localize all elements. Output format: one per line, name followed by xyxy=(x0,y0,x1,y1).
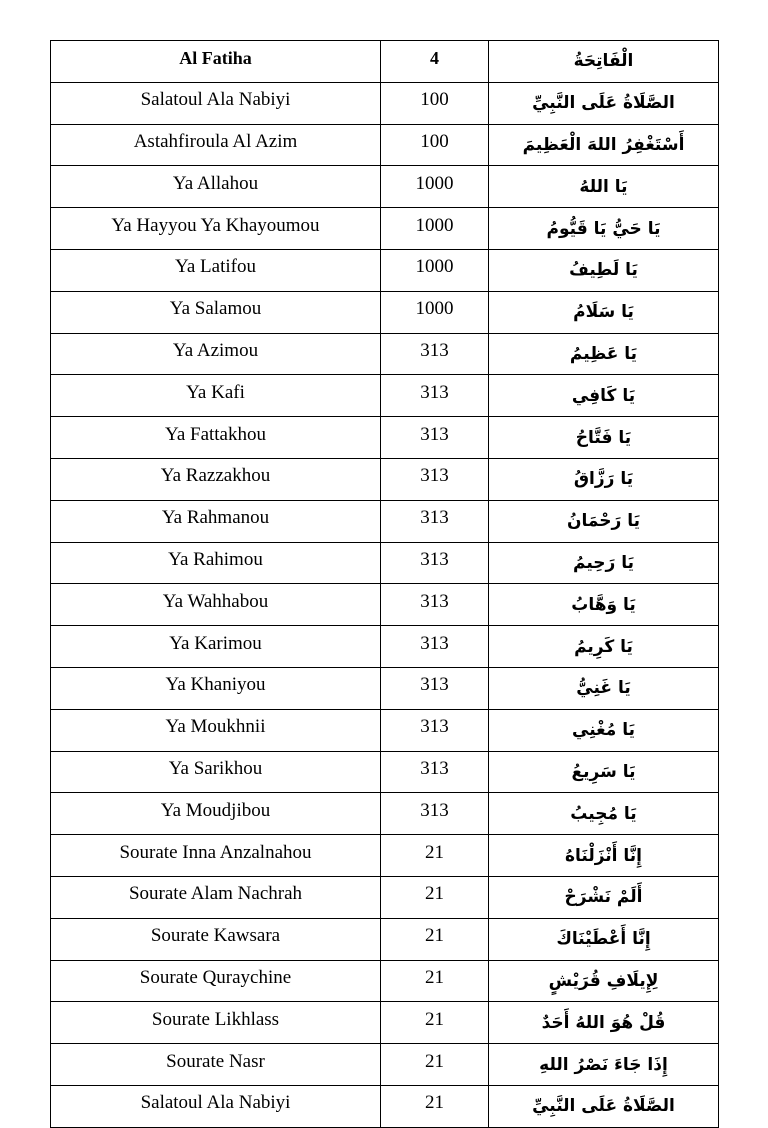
table-row xyxy=(51,667,719,709)
table-row xyxy=(51,208,719,250)
table-row xyxy=(51,166,719,208)
name-cell: Ya Azimou xyxy=(51,333,381,375)
name-cell: Ya Rahmanou xyxy=(51,500,381,542)
table-row xyxy=(51,333,719,375)
count-cell: 21 xyxy=(381,918,489,960)
count-cell: 1000 xyxy=(381,166,489,208)
name-cell: Salatoul Ala Nabiyi xyxy=(51,82,381,124)
arabic-cell: يَا سَلَامُ xyxy=(489,291,719,333)
arabic-cell: يَا كَرِيمُ xyxy=(489,626,719,668)
arabic-cell: أَسْتَغْفِرُ اللهَ الْعَظِيمَ xyxy=(489,124,719,166)
table-row xyxy=(51,793,719,835)
count-cell: 100 xyxy=(381,82,489,124)
count-cell: 313 xyxy=(381,751,489,793)
count-cell: 21 xyxy=(381,835,489,877)
name-cell: Ya Allahou xyxy=(51,166,381,208)
name-cell: Ya Razzakhou xyxy=(51,458,381,500)
arabic-cell: يَا سَرِيعُ xyxy=(489,751,719,793)
name-cell: Astahfiroula Al Azim xyxy=(51,124,381,166)
arabic-cell: يَا لَطِيفُ xyxy=(489,249,719,291)
table-row xyxy=(51,542,719,584)
count-cell: 100 xyxy=(381,124,489,166)
name-cell: Ya Hayyou Ya Khayoumou xyxy=(51,208,381,250)
arabic-cell: إِذَا جَاءَ نَصْرُ اللهِ xyxy=(489,1044,719,1086)
count-cell: 21 xyxy=(381,876,489,918)
name-cell: Ya Sarikhou xyxy=(51,751,381,793)
table-row xyxy=(51,1002,719,1044)
table-row xyxy=(51,1044,719,1086)
arabic-cell: يَا اللهُ xyxy=(489,166,719,208)
name-cell: Ya Karimou xyxy=(51,626,381,668)
name-cell: Ya Wahhabou xyxy=(51,584,381,626)
table-row xyxy=(51,960,719,1002)
count-cell: 21 xyxy=(381,1085,489,1127)
arabic-cell: يَا مُغْنِي xyxy=(489,709,719,751)
table-row xyxy=(51,876,719,918)
table-row xyxy=(51,291,719,333)
arabic-cell: يَا وَهَّابُ xyxy=(489,584,719,626)
count-cell: 21 xyxy=(381,960,489,1002)
name-cell: Ya Khaniyou xyxy=(51,667,381,709)
count-cell: 313 xyxy=(381,333,489,375)
count-cell: 313 xyxy=(381,458,489,500)
arabic-cell: يَا غَنِيُّ xyxy=(489,667,719,709)
name-cell: Ya Rahimou xyxy=(51,542,381,584)
table-row xyxy=(51,584,719,626)
table-row xyxy=(51,918,719,960)
arabic-cell: لِإِيلَافِ قُرَيْشٍ xyxy=(489,960,719,1002)
name-cell: Ya Moukhnii xyxy=(51,709,381,751)
table-row xyxy=(51,458,719,500)
name-cell: Sourate Alam Nachrah xyxy=(51,876,381,918)
arabic-cell: الْفَاتِحَةُ xyxy=(489,41,719,83)
count-cell: 4 xyxy=(381,41,489,83)
arabic-cell: يَا مُجِيبُ xyxy=(489,793,719,835)
count-cell: 313 xyxy=(381,584,489,626)
table-row xyxy=(51,417,719,459)
name-cell: Salatoul Ala Nabiyi xyxy=(51,1085,381,1127)
count-cell: 1000 xyxy=(381,249,489,291)
table-row xyxy=(51,249,719,291)
count-cell: 313 xyxy=(381,375,489,417)
name-cell: Ya Kafi xyxy=(51,375,381,417)
litany-table xyxy=(50,40,719,1128)
table-row xyxy=(51,82,719,124)
arabic-cell: يَا عَظِيمُ xyxy=(489,333,719,375)
count-cell: 21 xyxy=(381,1002,489,1044)
name-cell: Sourate Inna Anzalnahou xyxy=(51,835,381,877)
table-row xyxy=(51,751,719,793)
name-cell: Ya Moudjibou xyxy=(51,793,381,835)
arabic-cell: يَا حَيُّ يَا قَيُّومُ xyxy=(489,208,719,250)
name-cell: Sourate Nasr xyxy=(51,1044,381,1086)
name-cell: Ya Fattakhou xyxy=(51,417,381,459)
table-row xyxy=(51,1085,719,1127)
arabic-cell: أَلَمْ نَشْرَحْ xyxy=(489,876,719,918)
count-cell: 1000 xyxy=(381,208,489,250)
table-row xyxy=(51,626,719,668)
table-row xyxy=(51,41,719,83)
arabic-cell: يَا رَزَّاقُ xyxy=(489,458,719,500)
name-cell: Al Fatiha xyxy=(51,41,381,83)
count-cell: 1000 xyxy=(381,291,489,333)
count-cell: 21 xyxy=(381,1044,489,1086)
count-cell: 313 xyxy=(381,793,489,835)
name-cell: Sourate Likhlass xyxy=(51,1002,381,1044)
count-cell: 313 xyxy=(381,500,489,542)
arabic-cell: يَا كَافِي xyxy=(489,375,719,417)
arabic-cell: الصَّلَاةُ عَلَى النَّبِيِّ xyxy=(489,82,719,124)
name-cell: Ya Salamou xyxy=(51,291,381,333)
count-cell: 313 xyxy=(381,417,489,459)
name-cell: Ya Latifou xyxy=(51,249,381,291)
arabic-cell: يَا رَحْمَانُ xyxy=(489,500,719,542)
name-cell: Sourate Quraychine xyxy=(51,960,381,1002)
count-cell: 313 xyxy=(381,626,489,668)
count-cell: 313 xyxy=(381,667,489,709)
table-row xyxy=(51,124,719,166)
arabic-cell: الصَّلَاةُ عَلَى النَّبِيِّ xyxy=(489,1085,719,1127)
count-cell: 313 xyxy=(381,709,489,751)
document-page xyxy=(50,40,718,1128)
arabic-cell: إِنَّا أَعْطَيْنَاكَ xyxy=(489,918,719,960)
arabic-cell: إِنَّا أَنْزَلْنَاهُ xyxy=(489,835,719,877)
litany-table-body xyxy=(51,41,719,1128)
name-cell: Sourate Kawsara xyxy=(51,918,381,960)
table-row xyxy=(51,709,719,751)
arabic-cell: يَا فَتَّاحُ xyxy=(489,417,719,459)
table-row xyxy=(51,835,719,877)
count-cell: 313 xyxy=(381,542,489,584)
table-row xyxy=(51,375,719,417)
table-row xyxy=(51,500,719,542)
arabic-cell: يَا رَحِيمُ xyxy=(489,542,719,584)
arabic-cell: قُلْ هُوَ اللهُ أَحَدٌ xyxy=(489,1002,719,1044)
